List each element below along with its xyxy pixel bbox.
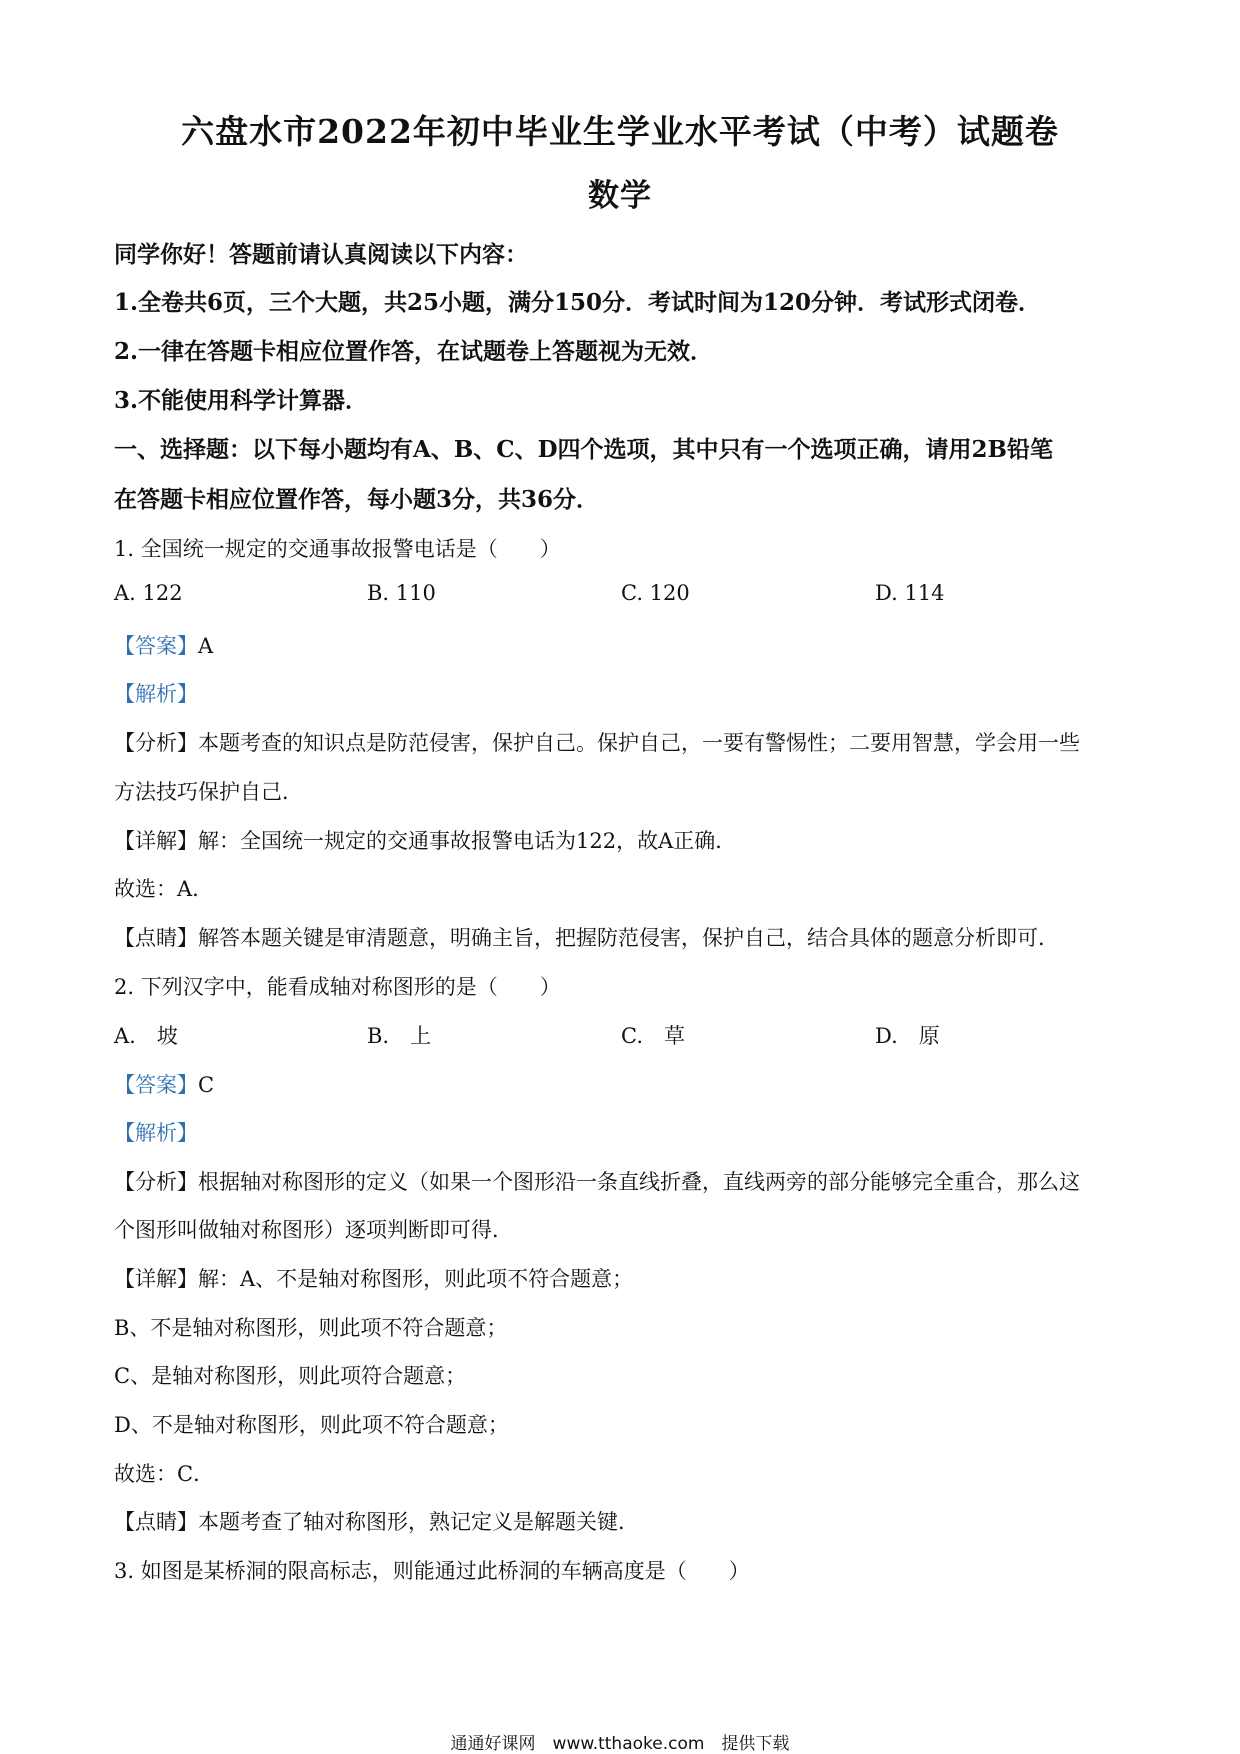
question-2-line-d: D、不是轴对称图形，则此项不符合题意； [114,1413,509,1437]
question-2-analysis-tag: 【解析】 [114,1121,198,1145]
xiangjie-text: 解：全国统一规定的交通事故报警电话为122，故A正确． [198,829,737,853]
question-1-analysis-tag: 【解析】 [114,682,198,706]
fenxi-text: 本题考查的知识点是防范侵害，保护自己。保护自己，一要有警惕性；二要用智慧，学会用一些 [198,731,1080,755]
question-1-option-a: A. 122 [114,581,183,605]
notice-item-1: 1.全卷共6页，三个大题，共25小题，满分150分．考试时间为120分钟．考试形式闭卷． [114,289,1042,316]
question-2-line-b: B、不是轴对称图形，则此项不符合题意； [114,1316,508,1340]
question-3-stem: 3. 如图是某桥洞的限高标志，则能通过此桥洞的车辆高度是（ ） [114,1559,750,1583]
question-1-fenxi-line-2: 方法技巧保护自己． [114,780,303,804]
question-1-choice: 故选：A． [114,877,214,901]
dianjing-tag: 【点睛】 [114,926,198,950]
question-2-line-c: C、是轴对称图形，则此项符合题意； [114,1364,467,1388]
notice-item-2: 2.一律在答题卡相应位置作答，在试题卷上答题视为无效． [114,338,714,365]
fenxi-tag: 【分析】 [114,1170,198,1194]
fenxi-text: 根据轴对称图形的定义（如果一个图形沿一条直线折叠，直线两旁的部分能够完全重合，那么这 [198,1170,1080,1194]
question-1-option-c: C. 120 [621,581,690,605]
footer-watermark: 通通好课网 www.tthaoke.com 提供下载 [450,1734,790,1754]
dianjing-text: 本题考查了轴对称图形，熟记定义是解题关键． [198,1510,639,1534]
question-2-choice: 故选：C． [114,1462,215,1486]
dianjing-text: 解答本题关键是审清题意，明确主旨，把握防范侵害，保护自己，结合具体的题意分析即可． [198,926,1059,950]
xiangjie-tag: 【详解】 [114,829,198,853]
question-2-fenxi-line-1 [114,1166,1080,1196]
question-1-answer [114,630,213,660]
question-2-fenxi-line-2: 个图形叫做轴对称图形）逐项判断即可得． [114,1218,513,1242]
answer-tag: 【答案】 [114,1073,198,1097]
answer-value: C [198,1073,215,1097]
question-2-xiangjie [114,1263,633,1293]
subject-title: 数学 [588,178,652,214]
xiangjie-tag: 【详解】 [114,1267,198,1291]
question-2-option-c: C. 草 [621,1024,685,1048]
question-2-option-a: A. 坡 [114,1024,178,1048]
question-1-fenxi-line-1 [114,727,1080,757]
question-2-option-d: D. 原 [875,1024,940,1048]
question-1-xiangjie [114,825,736,855]
section-heading-line-2: 在答题卡相应位置作答，每小题3分，共36分． [114,486,600,513]
xiangjie-text: 解：A、不是轴对称图形，则此项不符合题意； [198,1267,634,1291]
section-heading-line-1: 一、选择题：以下每小题均有A、B、C、D四个选项，其中只有一个选项正确，请用2B铅笔 [114,436,1053,463]
notice-intro: 同学你好！答题前请认真阅读以下内容： [114,241,528,268]
fenxi-tag: 【分析】 [114,731,198,755]
question-2-dianjing [114,1506,639,1536]
answer-value: A [198,634,214,658]
question-1-dianjing [114,922,1059,952]
notice-item-3: 3.不能使用科学计算器． [114,387,369,414]
question-1-option-b: B. 110 [367,581,436,605]
page-title: 六盘水市2022年初中毕业生学业水平考试（中考）试题卷 [181,112,1059,151]
answer-tag: 【答案】 [114,634,198,658]
question-2-answer [114,1069,214,1099]
dianjing-tag: 【点睛】 [114,1510,198,1534]
question-2-option-b: B. 上 [367,1024,432,1048]
question-1-stem: 1. 全国统一规定的交通事故报警电话是（ ） [114,537,561,561]
question-2-stem: 2. 下列汉字中，能看成轴对称图形的是（ ） [114,975,561,999]
question-1-option-d: D. 114 [875,581,945,605]
